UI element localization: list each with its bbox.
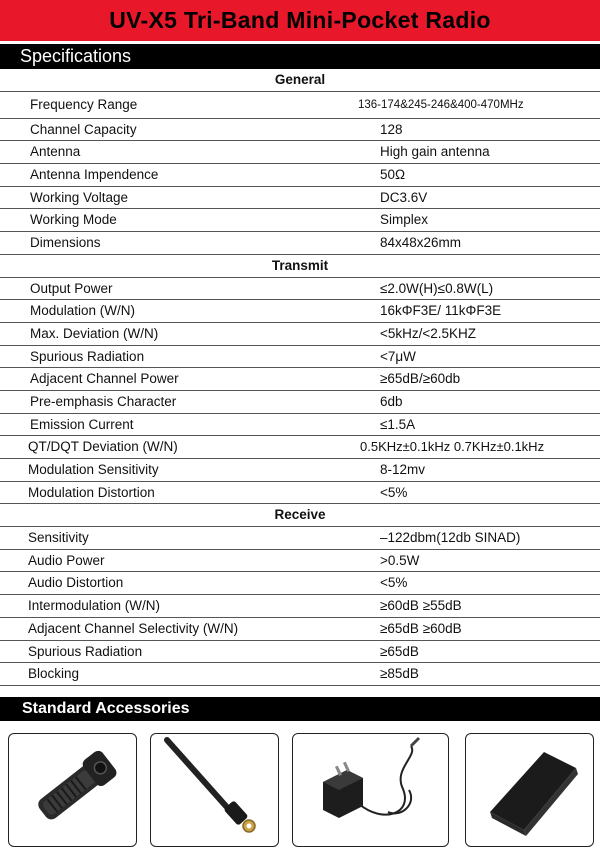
accessory-belt-clip [8, 733, 137, 847]
spec-row [0, 346, 600, 369]
spec-row [0, 550, 600, 573]
spec-row [0, 300, 600, 323]
accessories-bar [0, 697, 600, 721]
spec-row [0, 92, 600, 119]
antenna-icon [151, 734, 278, 846]
section-header-receive: Receive [0, 504, 600, 527]
spec-label: Max. Deviation (W/N) [30, 325, 159, 341]
spec-row [0, 391, 600, 414]
spec-label: Adjacent Channel Selectivity (W/N) [28, 620, 239, 636]
spec-value: <5% [380, 575, 408, 591]
spec-row [0, 323, 600, 346]
spec-value: Simplex [380, 212, 429, 228]
spec-row [0, 141, 600, 164]
spec-row [0, 436, 600, 459]
spec-value: 0.5KHz±0.1kHz 0.7KHz±0.1kHz [360, 439, 545, 455]
spec-label: Working Mode [30, 212, 117, 228]
accessory-charger [292, 733, 449, 847]
spec-label: Spurious Radiation [30, 348, 145, 364]
spec-value: <5% [380, 484, 408, 500]
spec-value: ≤2.0W(H)≤0.8W(L) [380, 280, 494, 296]
spec-value: >0.5W [380, 552, 420, 568]
spec-label: Adjacent Channel Power [30, 371, 179, 387]
spec-row [0, 663, 600, 686]
spec-table [0, 69, 600, 686]
spec-value: 50Ω [380, 167, 406, 183]
spec-row [0, 618, 600, 641]
spec-label: Pre-emphasis Character [30, 393, 177, 409]
spec-value: DC3.6V [380, 189, 428, 205]
spec-row [0, 482, 600, 505]
spec-label: Sensitivity [28, 530, 89, 546]
spec-value: ≥65dB/≥60db [380, 371, 461, 387]
page-title: UV-X5 Tri-Band Mini-Pocket Radio [109, 7, 491, 33]
spec-label: Antenna [30, 144, 81, 160]
spec-label: Dimensions [30, 235, 101, 251]
spec-row [0, 527, 600, 550]
spec-label: Output Power [30, 280, 113, 296]
specifications-bar [0, 44, 600, 69]
spec-row [0, 459, 600, 482]
spec-label: Blocking [28, 666, 80, 682]
accessories-gallery [0, 728, 600, 858]
title-bar [0, 0, 600, 41]
spec-label: Frequency Range [30, 96, 138, 112]
spec-value: High gain antenna [380, 144, 490, 160]
spec-label: Intermodulation (W/N) [28, 598, 161, 614]
spec-value: ≤1.5A [380, 416, 416, 432]
spec-row [0, 164, 600, 187]
spec-value: ≥65dB [380, 643, 419, 659]
spec-label: Modulation Sensitivity [28, 462, 159, 477]
spec-value: <7μW [380, 348, 416, 364]
spec-value: 6db [380, 393, 403, 409]
spec-row [0, 572, 600, 595]
spec-label: Modulation (W/N) [30, 303, 136, 319]
spec-label: Audio Distortion [28, 575, 124, 591]
spec-value: 136-174&245-246&400-470MHz [358, 98, 524, 111]
spec-row [0, 641, 600, 664]
spec-row [0, 119, 600, 142]
wall-charger-icon [293, 734, 448, 846]
spec-value: 8-12mv [380, 462, 426, 477]
spec-label: Modulation Distortion [28, 484, 155, 500]
accessory-antenna [150, 733, 279, 847]
spec-value: 16kΦF3E/ 11kΦF3E [380, 303, 502, 319]
spec-row [0, 232, 600, 255]
accessories-heading: Standard Accessories [22, 700, 190, 717]
specifications-heading: Specifications [20, 46, 132, 66]
spec-value: <5kHz/<2.5KHZ [380, 325, 477, 341]
spec-value: ≥85dB [380, 666, 419, 682]
spec-value: 128 [380, 121, 403, 137]
section-header-transmit: Transmit [0, 255, 600, 278]
spec-value: ≥60dB ≥55dB [380, 598, 462, 614]
spec-row [0, 278, 600, 301]
section-header-general: General [0, 69, 600, 92]
spec-row [0, 209, 600, 232]
spec-value: 84x48x26mm [380, 235, 462, 251]
spec-label: Working Voltage [30, 189, 129, 205]
spec-label: Channel Capacity [30, 121, 137, 137]
spec-label: QT/DQT Deviation (W/N) [28, 439, 178, 455]
spec-label: Antenna Impendence [30, 167, 159, 183]
accessory-battery [465, 733, 594, 847]
battery-icon [466, 734, 593, 846]
spec-row [0, 414, 600, 437]
spec-label: Spurious Radiation [28, 643, 143, 659]
belt-clip-icon [9, 734, 136, 846]
spec-label: Emission Current [30, 416, 134, 432]
spec-row [0, 187, 600, 210]
spec-value: ≥65dB ≥60dB [380, 620, 462, 636]
spec-row [0, 595, 600, 618]
spec-row [0, 368, 600, 391]
spec-value: –122dbm(12db SINAD) [380, 530, 521, 546]
spec-label: Audio Power [28, 552, 105, 568]
